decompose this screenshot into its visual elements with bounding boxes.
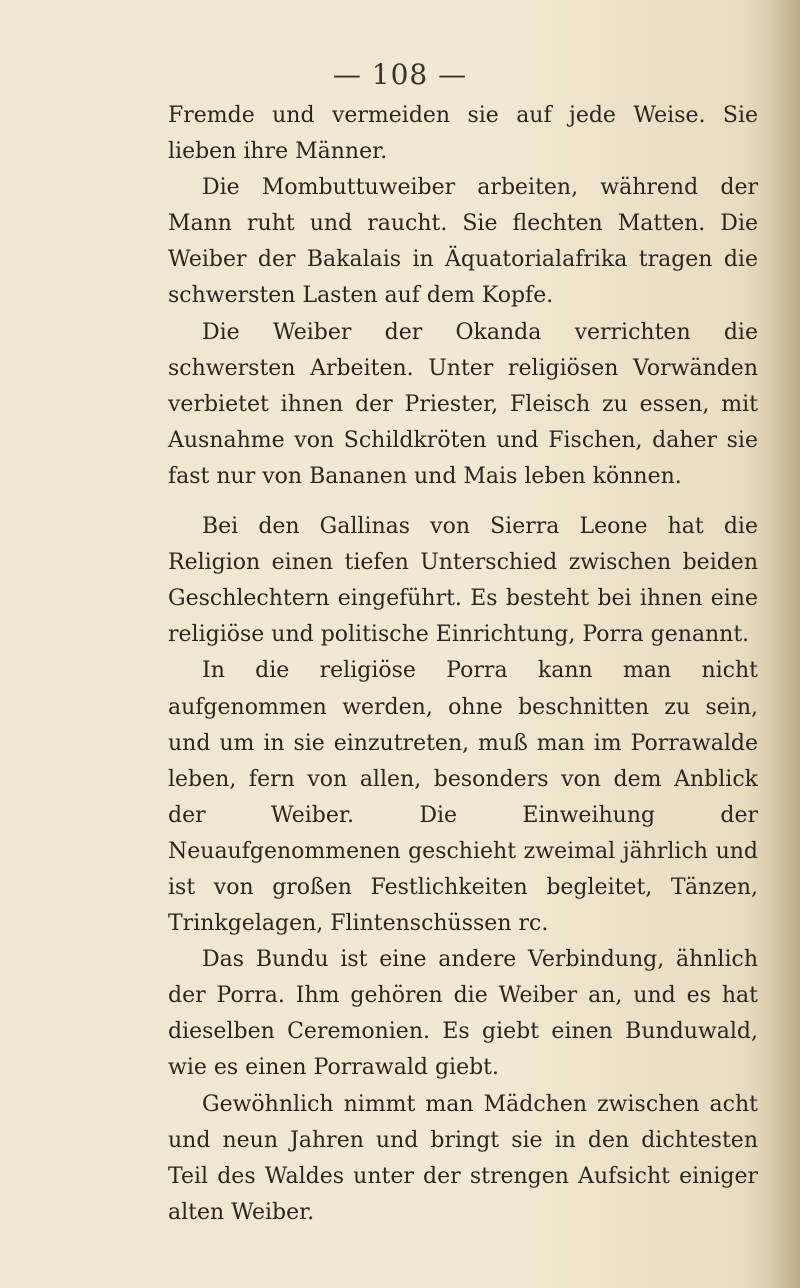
page-edge-shadow (770, 0, 800, 1288)
paragraph: Gewöhnlich nimmt man Mädchen zwischen acht und neun Jahren und bringt sie in den dichtesten Teil des Waldes unter der strengen Aufsicht einiger alten Weiber. (168, 1091, 758, 1225)
paragraph: Die Weiber der Okanda verrichten die schwersten Arbeiten. Unter religiösen Vorwänden verbietet ihnen der Priester, Fleisch zu essen, mit Ausnahme von Schildkröten und Fischen, daher sie fast nur von Bananen und Mais leben können. (168, 319, 758, 489)
paragraph: Fremde und vermeiden sie auf jede Weise. Sie lieben ihre Männer. (168, 103, 758, 165)
paragraph: In die religiöse Porra kann man nicht aufgenommen werden, ohne beschnitten zu sein, und um in sie einzutreten, muß man im Porrawalde leben, fern von allen, besonders von dem Anblick der Weiber. Die Einweihung der Neuaufgenommenen geschieht zweimal jährlich und ist von großen Festlichkeiten begleitet, Tänzen, Trinkgelagen, Flintenschüssen rc. (168, 658, 758, 937)
page-number: — 108 — (332, 58, 468, 91)
paragraph: Die Mombuttuweiber arbeiten, während der Mann ruht und raucht. Sie flechten Matten. Die Weiber der Bakalais in Äquatorialafrika tragen die schwersten Lasten auf dem Kopfe. (168, 175, 758, 309)
body-text (168, 98, 758, 1231)
paragraph: Bei den Gallinas von Sierra Leone hat die Religion einen tiefen Unterschied zwischen beiden Geschlechtern eingeführt. Es besteht bei ihnen eine religiöse und politische Einrichtung, Porra genannt. (168, 514, 758, 648)
paragraph: Das Bundu ist eine andere Verbindung, ähnlich der Porra. Ihm gehören die Weiber an, und es hat dieselben Ceremonien. Es giebt einen Bunduwald, wie es einen Porrawald giebt. (168, 947, 758, 1081)
